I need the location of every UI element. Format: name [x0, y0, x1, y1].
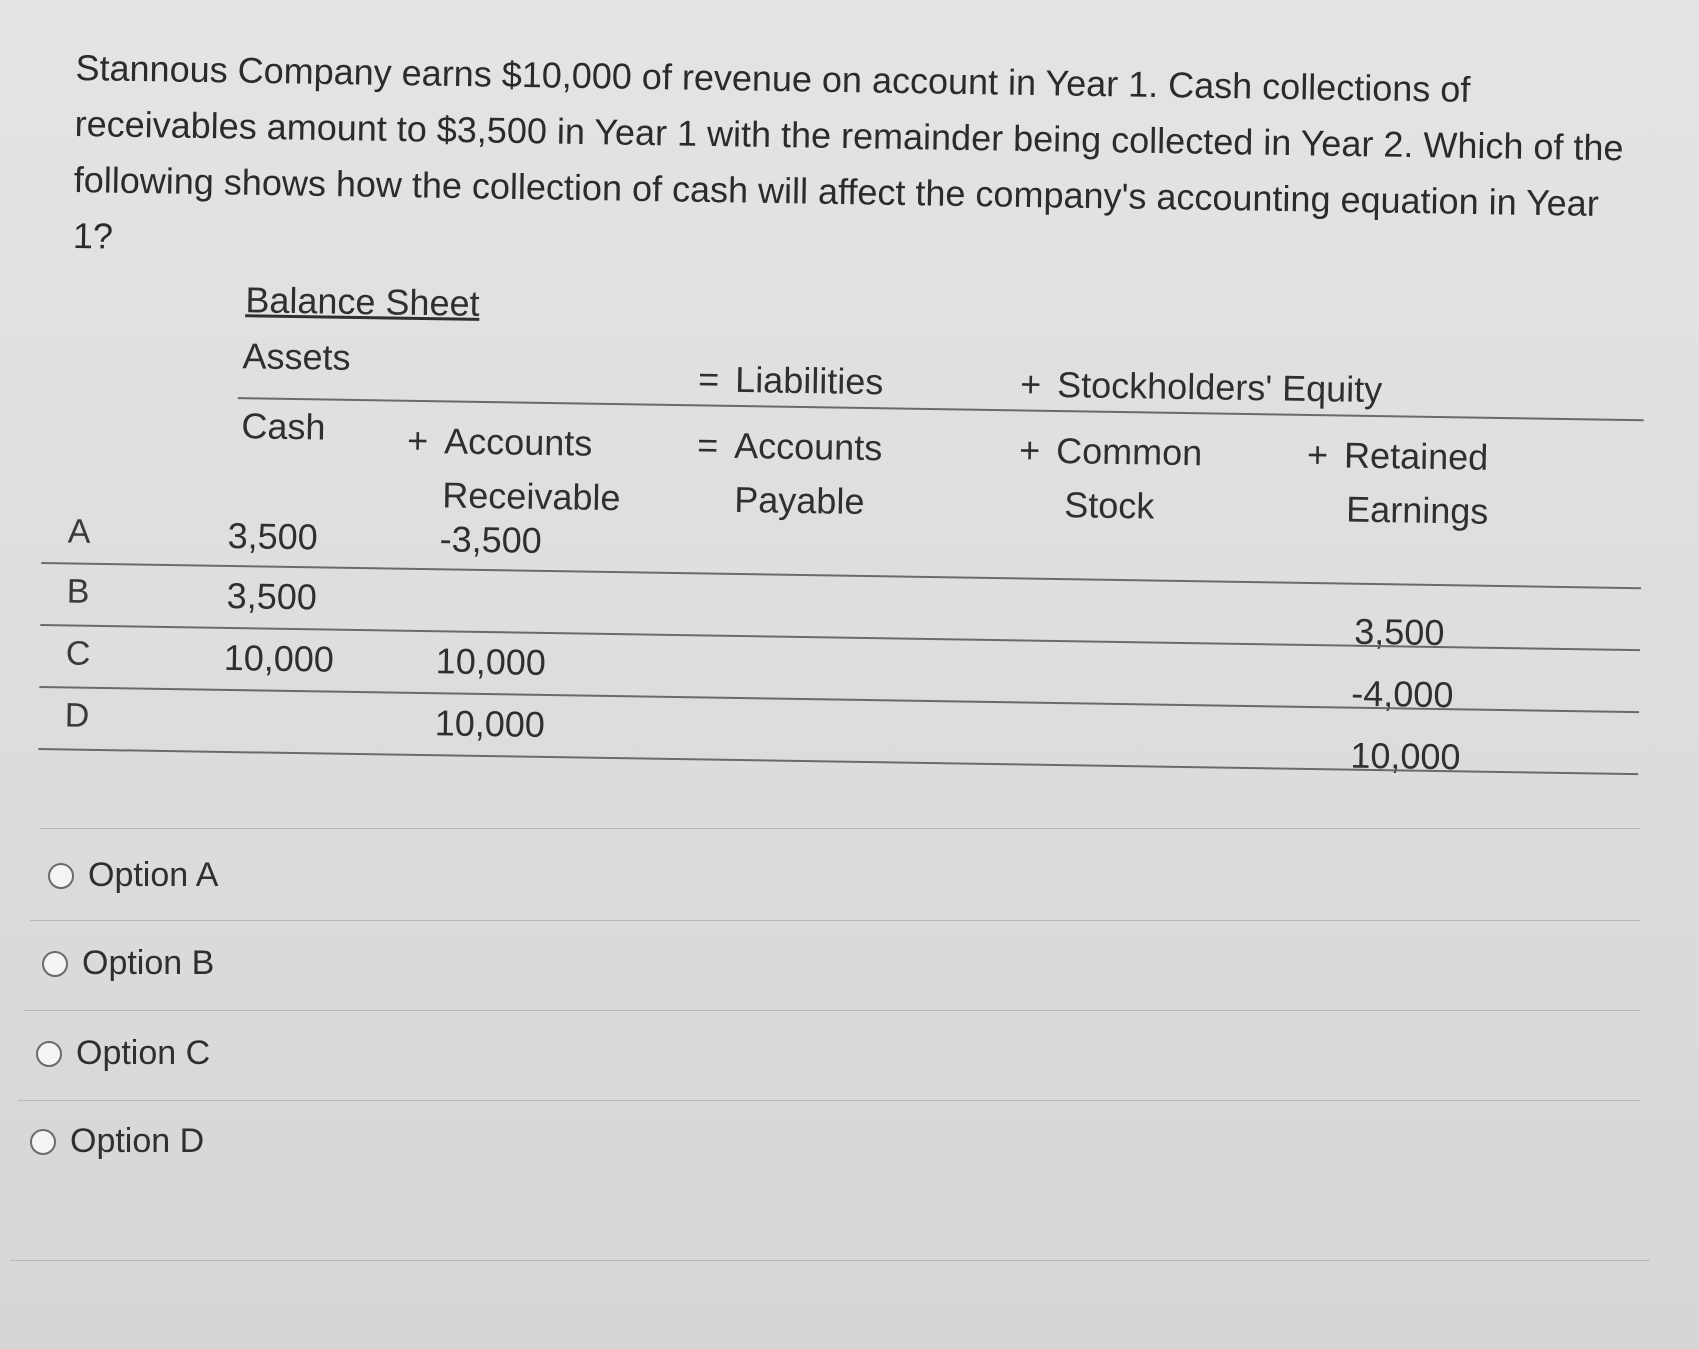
- equity-header: [1020, 363, 1383, 411]
- col-cash: Cash: [241, 405, 326, 448]
- assets-header: Assets: [242, 335, 351, 378]
- option-label: Option D: [70, 1122, 205, 1160]
- radio-icon[interactable]: [48, 863, 74, 889]
- equity-label: Stockholders' Equity: [1056, 363, 1383, 411]
- col-accounts-payable: [696, 418, 883, 529]
- option-label: Option B: [82, 944, 215, 982]
- cell-cash: 3,500: [227, 514, 319, 558]
- radio-icon[interactable]: [36, 1041, 62, 1067]
- col-re-line2: Earnings: [1345, 488, 1489, 532]
- radio-icon[interactable]: [42, 951, 68, 977]
- equals-sign: =: [696, 424, 719, 466]
- col-retained-earnings: [1306, 428, 1490, 539]
- row-letter: C: [65, 634, 91, 673]
- col-accounts-receivable: [406, 414, 622, 525]
- option-divider: [24, 1010, 1640, 1011]
- cell-accounts-receivable: -3,500: [439, 518, 543, 561]
- cell-retained-earnings: 3,500: [1354, 610, 1445, 654]
- col-common-stock: [1018, 423, 1203, 534]
- option-label: Option A: [88, 856, 219, 894]
- cell-accounts-receivable: 10,000: [435, 640, 547, 683]
- plus-sign: +: [1306, 433, 1329, 476]
- cell-cash: 3,500: [226, 574, 318, 618]
- row-letter: B: [66, 572, 90, 611]
- col-cs-line1: Common: [1055, 429, 1203, 474]
- option-c[interactable]: [36, 1034, 210, 1073]
- option-divider: [10, 1260, 1650, 1261]
- option-divider: [18, 1100, 1640, 1101]
- table-title: Balance Sheet: [245, 279, 480, 324]
- col-re-line1: Retained: [1343, 434, 1489, 478]
- option-divider: [30, 920, 1640, 921]
- equals-sign: =: [697, 358, 720, 400]
- col-cs-line2: Stock: [1063, 484, 1155, 527]
- option-label: Option C: [76, 1034, 211, 1072]
- option-divider: [40, 828, 1640, 829]
- col-ap-line1: Accounts: [733, 424, 883, 469]
- cell-cash: 10,000: [223, 636, 335, 680]
- liabilities-header: [698, 358, 884, 403]
- cell-retained-earnings: -4,000: [1351, 672, 1454, 716]
- option-a[interactable]: [48, 856, 218, 895]
- col-ar-line2: Receivable: [442, 474, 621, 519]
- radio-icon[interactable]: [30, 1129, 56, 1155]
- plus-sign: +: [1019, 363, 1042, 405]
- plus-sign: +: [406, 419, 429, 462]
- liabilities-label: Liabilities: [734, 358, 884, 403]
- plus-sign: +: [1018, 429, 1041, 471]
- option-d[interactable]: [30, 1122, 204, 1161]
- row-letter: A: [67, 512, 91, 551]
- question-text: Stannous Company earns $10,000 of revenue on account in Year 1. Cash collections of receivables amount to $3,500 in Year 1 with the remainder being collected in Year 2. Which of the following shows how the collection of cash will affect the company's accounting equation in Year 1?: [72, 46, 1624, 257]
- cell-retained-earnings: 10,000: [1350, 734, 1461, 778]
- col-ap-line2: Payable: [734, 478, 865, 522]
- option-b[interactable]: [42, 944, 214, 983]
- cell-accounts-receivable: 10,000: [434, 702, 546, 745]
- row-letter: D: [64, 696, 90, 735]
- col-ar-line1: Accounts: [443, 420, 593, 464]
